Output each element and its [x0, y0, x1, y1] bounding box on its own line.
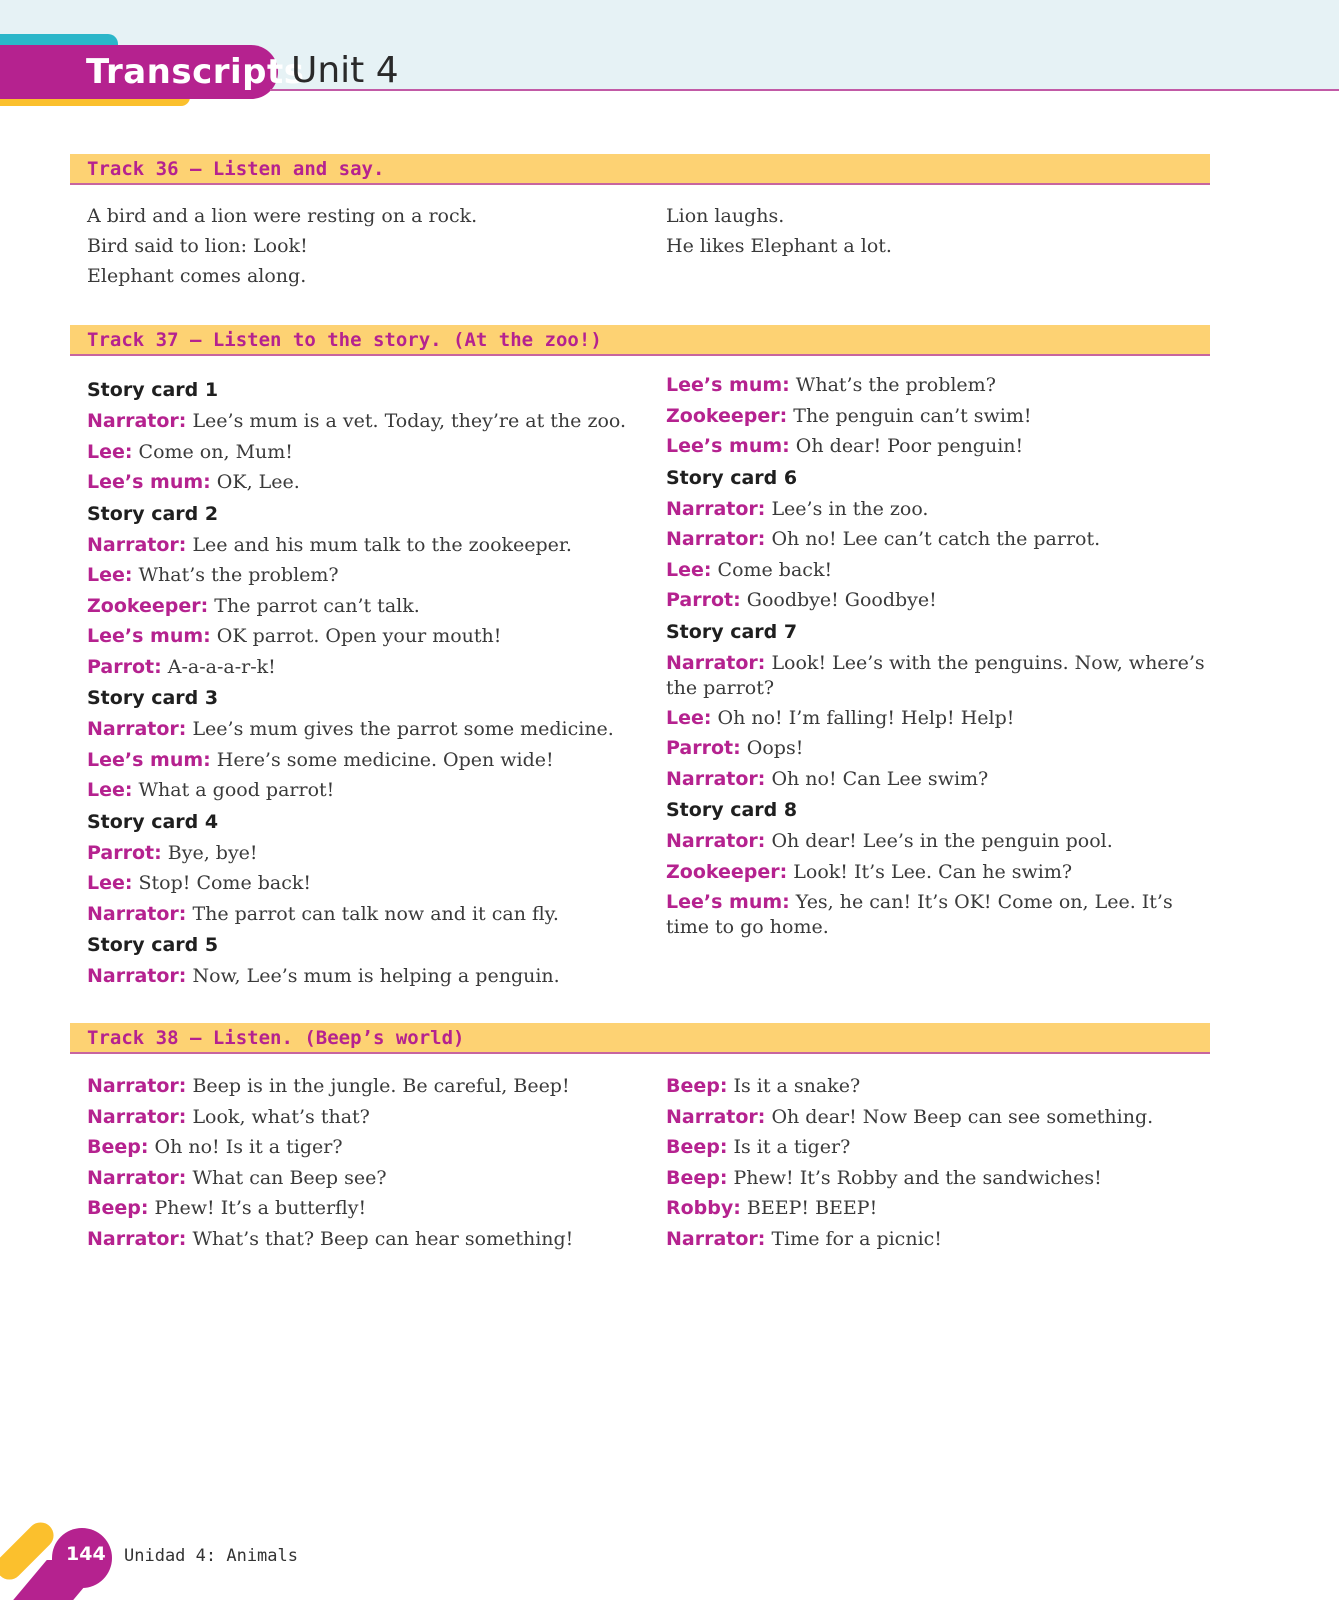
track-38-title: Track 38 – Listen. (Beep’s world) [87, 1026, 465, 1049]
speaker-label: Narrator: [666, 1227, 766, 1250]
speaker-label: Lee’s mum: [666, 374, 790, 396]
speaker-label: Parrot: [87, 655, 162, 678]
page-title: Transcripts [86, 52, 305, 92]
story-card-heading: Story card 4 [87, 810, 219, 833]
dialogue-text: The parrot can talk now and it can fly. [192, 902, 559, 925]
speaker-label: Narrator: [87, 533, 187, 556]
speaker-label: Zookeeper: [666, 404, 788, 427]
speaker-label: Lee’s mum: [87, 748, 211, 771]
dialogue-text: Lee and his mum talk to the zookeeper. [192, 533, 572, 556]
dialogue-text: Here’s some medicine. Open wide! [216, 748, 554, 771]
dialogue-line [87, 621, 647, 652]
dialogue-text: Beep is in the jungle. Be careful, Beep! [192, 1075, 570, 1097]
speaker-label: Lee: [87, 564, 133, 586]
speaker-label: Narrator: [666, 528, 766, 550]
story-card-heading: Story card 6 [666, 466, 798, 489]
dialogue-text: Phew! It’s a butterfly! [154, 1197, 367, 1219]
dialogue-line [87, 560, 647, 591]
dialogue-text: Oh no! Lee can’t catch the parrot. [771, 528, 1101, 550]
dialogue-text: Oops! [746, 737, 804, 759]
dialogue-text: Goodbye! Goodbye! [746, 589, 937, 611]
speaker-label: Narrator: [87, 1105, 187, 1128]
speaker-label: Beep: [87, 1197, 149, 1219]
speaker-label: Narrator: [87, 1227, 187, 1250]
dialogue-line [87, 591, 647, 622]
speaker-label: Beep: [666, 1166, 728, 1189]
speaker-label: Narrator: [666, 767, 766, 790]
dialogue-line [666, 494, 1206, 525]
speaker-label: Narrator: [666, 497, 766, 520]
dialogue-line [87, 1193, 647, 1224]
dialogue-line [666, 524, 1206, 555]
dialogue-text: BEEP! BEEP! [746, 1197, 878, 1219]
dialogue-text: Lee’s in the zoo. [771, 497, 929, 520]
speaker-label: Lee: [666, 706, 712, 729]
speaker-label: Lee’s mum: [666, 435, 790, 457]
footer-unit-label: Unidad 4: Animals [124, 1546, 298, 1566]
dialogue-text: The penguin can’t swim! [793, 404, 1032, 427]
dialogue-text: Is it a snake? [733, 1075, 861, 1097]
dialogue-line [666, 1102, 1206, 1133]
speaker-label: Narrator: [666, 830, 766, 852]
dialogue-text: Now, Lee’s mum is helping a penguin. [192, 965, 560, 987]
dialogue-line [666, 887, 1206, 942]
speaker-label: Narrator: [87, 410, 187, 432]
dialogue-line [666, 401, 1206, 432]
transcript-line: Lion laughs. [666, 205, 785, 227]
speaker-label: Narrator: [87, 1166, 187, 1189]
dialogue-line [87, 1102, 647, 1133]
track-37-section [70, 325, 1210, 987]
dialogue-line [87, 652, 647, 683]
track-37-title: Track 37 – Listen to the story. (At the zoo!) [87, 328, 602, 351]
speaker-label: Narrator: [666, 1105, 766, 1128]
dialogue-text: Yes, he can! It’s OK! Come on, Lee. It’s time to go home. [666, 891, 1173, 938]
speaker-label: Narrator: [87, 902, 187, 925]
dialogue-line [87, 775, 647, 806]
track-36-section [70, 154, 1210, 287]
dialogue-text: Oh no! Can Lee swim? [771, 767, 989, 790]
dialogue-text: Oh dear! Now Beep can see something. [771, 1105, 1154, 1128]
dialogue-text: Oh no! Is it a tiger? [154, 1136, 343, 1158]
dialogue-line [666, 1163, 1206, 1194]
dialogue-line [87, 1224, 647, 1255]
track-38-bar [70, 1023, 1210, 1054]
dialogue-text: What’s that? Beep can hear something! [192, 1227, 574, 1250]
track-37-left-col [87, 374, 647, 992]
dialogue-text: OK parrot. Open your mouth! [216, 625, 502, 647]
dialogue-text: What’s the problem? [795, 374, 996, 396]
speaker-label: Parrot: [666, 737, 741, 759]
track-38-right-col [666, 1071, 1206, 1254]
speaker-label: Narrator: [87, 718, 187, 740]
story-card-heading: Story card 8 [666, 799, 798, 821]
dialogue-text: What’s the problem? [138, 564, 339, 586]
dialogue-text: Oh no! I’m falling! Help! Help! [717, 706, 1015, 729]
dialogue-line [87, 714, 647, 745]
dialogue-line [87, 838, 647, 869]
dialogue-line [666, 1224, 1206, 1255]
dialogue-line [666, 857, 1206, 888]
dialogue-text: Is it a tiger? [733, 1136, 851, 1158]
dialogue-line [87, 1163, 647, 1194]
speaker-label: Lee’s mum: [666, 891, 790, 913]
dialogue-line [666, 648, 1206, 703]
dialogue-text: Lee’s mum gives the parrot some medicine. [192, 718, 614, 740]
dialogue-line [87, 437, 647, 468]
dialogue-line [87, 961, 647, 992]
dialogue-text: Look! Lee’s with the penguins. Now, where’s the parrot? [666, 651, 1205, 699]
speaker-label: Narrator: [87, 1075, 187, 1097]
story-card-heading: Story card 3 [87, 687, 219, 709]
track-37-right-col [666, 370, 1206, 942]
speaker-label: Lee’s mum: [87, 625, 211, 647]
speaker-label: Narrator: [87, 965, 187, 987]
story-card-heading: Story card 7 [666, 620, 798, 643]
dialogue-text: Lee’s mum is a vet. Today, they’re at the zoo. [192, 410, 627, 432]
dialogue-line [87, 467, 647, 498]
track-38-left-col [87, 1071, 647, 1254]
story-card-heading: Story card 2 [87, 502, 219, 525]
dialogue-line [666, 703, 1206, 734]
dialogue-text: Come on, Mum! [138, 440, 293, 463]
transcript-line: Bird said to lion: Look! [87, 235, 308, 257]
dialogue-line [666, 585, 1206, 616]
track-36-bar [70, 154, 1210, 185]
dialogue-text: Come back! [717, 558, 833, 581]
speaker-label: Lee: [87, 440, 133, 463]
dialogue-text: What can Beep see? [192, 1166, 387, 1189]
transcript-line: He likes Elephant a lot. [666, 235, 892, 257]
speaker-label: Beep: [666, 1075, 728, 1097]
story-card-heading: Story card 5 [87, 934, 219, 956]
speaker-label: Parrot: [666, 589, 741, 611]
dialogue-line [666, 826, 1206, 857]
track-36-title: Track 36 – Listen and say. [87, 157, 385, 180]
dialogue-line [87, 530, 647, 561]
dialogue-text: Oh dear! Poor penguin! [795, 435, 1024, 457]
transcript-line: A bird and a lion were resting on a rock. [87, 205, 478, 227]
speaker-label: Narrator: [666, 651, 766, 674]
header-rule [270, 89, 1339, 91]
transcript-line: Elephant comes along. [87, 265, 307, 287]
speaker-label: Beep: [87, 1136, 149, 1158]
track-37-bar [70, 325, 1210, 356]
dialogue-text: A-a-a-a-r-k! [167, 655, 276, 678]
unit-title: Unit 4 [291, 50, 399, 91]
speaker-label: Lee: [666, 558, 712, 581]
dialogue-line [87, 745, 647, 776]
speaker-label: Beep: [666, 1136, 728, 1158]
dialogue-text: Bye, bye! [167, 841, 258, 864]
dialogue-line [87, 406, 647, 437]
dialogue-line [666, 1071, 1206, 1102]
speaker-label: Lee: [87, 779, 133, 801]
dialogue-line [666, 370, 1206, 401]
speaker-label: Lee’s mum: [87, 471, 211, 493]
dialogue-text: OK, Lee. [216, 471, 300, 493]
dialogue-line [87, 868, 647, 899]
speaker-label: Lee: [87, 872, 133, 894]
page-number: 144 [66, 1543, 106, 1565]
dialogue-text: Look! It’s Lee. Can he swim? [793, 860, 1073, 883]
dialogue-text: Time for a picnic! [771, 1227, 942, 1250]
dialogue-line [666, 764, 1206, 795]
dialogue-line [666, 733, 1206, 764]
dialogue-line [666, 1193, 1206, 1224]
speaker-label: Parrot: [87, 841, 162, 864]
dialogue-line [666, 431, 1206, 462]
speaker-label: Robby: [666, 1197, 741, 1219]
dialogue-text: Look, what’s that? [192, 1105, 370, 1128]
dialogue-text: Phew! It’s Robby and the sandwiches! [733, 1166, 1102, 1189]
dialogue-line [87, 1132, 647, 1163]
dialogue-text: Oh dear! Lee’s in the penguin pool. [771, 830, 1113, 852]
track-36-right-col [666, 201, 1206, 261]
speaker-label: Zookeeper: [87, 594, 209, 617]
dialogue-text: Stop! Come back! [138, 872, 312, 894]
track-38-section [70, 1023, 1210, 1250]
story-card-heading: Story card 1 [87, 379, 219, 401]
dialogue-line [87, 1071, 647, 1102]
dialogue-line [666, 555, 1206, 586]
dialogue-text: The parrot can’t talk. [214, 594, 420, 617]
dialogue-text: What a good parrot! [138, 779, 335, 801]
track-36-left-col [87, 201, 647, 291]
dialogue-line [666, 1132, 1206, 1163]
dialogue-line [87, 899, 647, 930]
speaker-label: Zookeeper: [666, 860, 788, 883]
